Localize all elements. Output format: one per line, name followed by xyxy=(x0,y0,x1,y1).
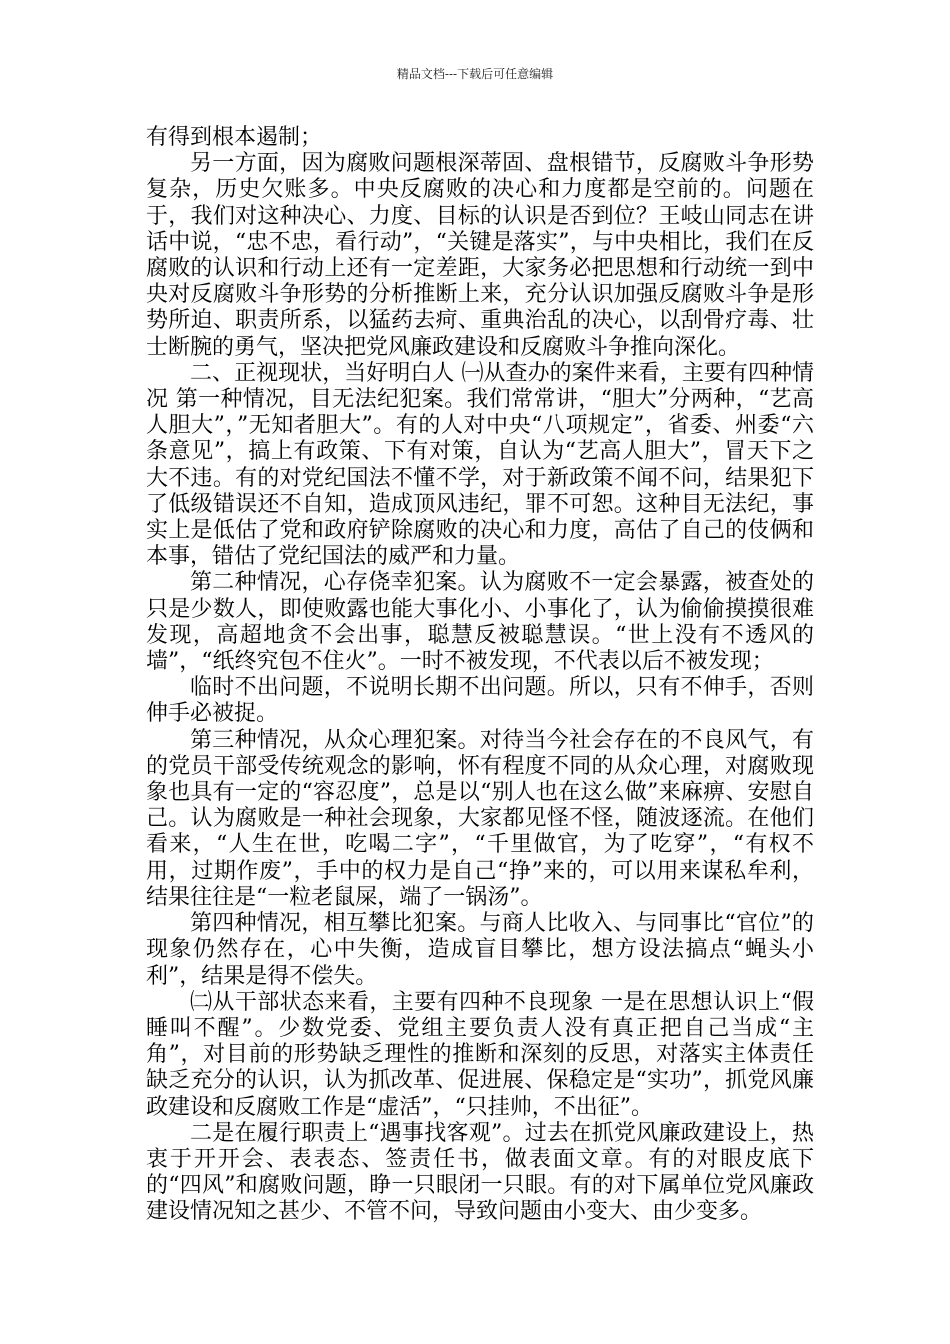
paragraph: 有得到根本遏制； xyxy=(146,125,323,150)
page-header: 精品文档---下载后可任意编辑 xyxy=(396,67,554,81)
paragraph: 第二种情况，心存侥幸犯案。认为腐败不一定会暴露，被查处的只是少数人，即使败露也能大事化小、小事化了，认为偷偷摸摸很难发现，高超地贪不会出事，聪慧反被聪慧误。“世上没有不透风的墙”，“纸终究包不住火”。一时不被发现，不代表以后不被发现； xyxy=(146,570,814,675)
paragraph: 二是在履行职责上“遇事找客观”。过去在抓党风廉政建设上，热衷于开开会、表表态、签责任书，做表面文章。有的对眼皮底下的“四风”和腐败问题，睁一只眼闭一只眼。有的对下属单位党风廉政建设情况知之甚少、不管不问，导致问题由小变大、由少变多。 xyxy=(146,1120,814,1225)
paragraph: ㈡从干部状态来看，主要有四种不良现象 一是在思想认识上“假睡叫不醒”。少数党委、党组主要负责人没有真正把自己当成“主角”，对目前的形势缺乏理性的推断和深刻的反思，对落实主体责任缺乏充分的认识，认为抓改革、促进展、保稳定是“实功”，抓党风廉政建设和反腐败工作是“虚活”，“只挂帅，不出征”。 xyxy=(146,989,814,1120)
paragraph: 第三种情况，从众心理犯案。对待当今社会存在的不良风气，有的党员干部受传统观念的影响，怀有程度不同的从众心理，对腐败现象也具有一定的“容忍度”，总是以“别人也在这么做”来麻痹、安慰自己。认为腐败是一种社会现象，大家都见怪不怪，随波逐流。在他们看来，“人生在世，吃喝二字”，“千里做官，为了吃穿”，“有权不用，过期作废”，手中的权力是自己“挣”来的，可以用来谋私牟利，结果往往是“一粒老鼠屎，端了一锅汤”。 xyxy=(146,727,814,910)
paragraph: 临时不出问题，不说明长期不出问题。所以，只有不伸手，否则伸手必被捉。 xyxy=(146,675,814,727)
paragraph: 第四种情况，相互攀比犯案。与商人比收入、与同事比“官位”的现象仍然存在，心中失衡，造成盲目攀比，想方设法搞点“蝇头小利”，结果是得不偿失。 xyxy=(146,911,814,989)
paragraph: 另一方面，因为腐败问题根深蒂固、盘根错节，反腐败斗争形势复杂，历史欠账多。中央反腐败的决心和力度都是空前的。问题在于，我们对这种决心、力度、目标的认识是否到位？王岐山同志在讲话中说，“忠不忠，看行动”，“关键是落实”，与中央相比，我们在反腐败的认识和行动上还有一定差距，大家务必把思想和行动统一到中央对反腐败斗争形势的分析推断上来，充分认识加强反腐败斗争是形势所迫、职责所系，以猛药去疴、重典治乱的决心，以刮骨疗毒、壮士断腕的勇气，坚决把党风廉政建设和反腐败斗争推向深化。 xyxy=(146,151,814,360)
document-body xyxy=(146,125,814,1226)
paragraph: 二、正视现状，当好明白人 ㈠从查办的案件来看，主要有四种情况 第一种情况，目无法纪犯案。我们常常讲，“胆大”分两种，“艺高人胆大”，”无知者胆大”。有的人对中央“八项规定”，省委、州委“六条意见”，搞上有政策、下有对策，自认为“艺高人胆大”，冒天下之大不违。有的对党纪国法不懂不学，对于新政策不闻不问，结果犯下了低级错误还不自知，造成顶风违纪，罪不可恕。这种目无法纪，事实上是低估了党和政府铲除腐败的决心和力度，高估了自己的伎俩和本事，错估了党纪国法的威严和力量。 xyxy=(146,360,814,570)
